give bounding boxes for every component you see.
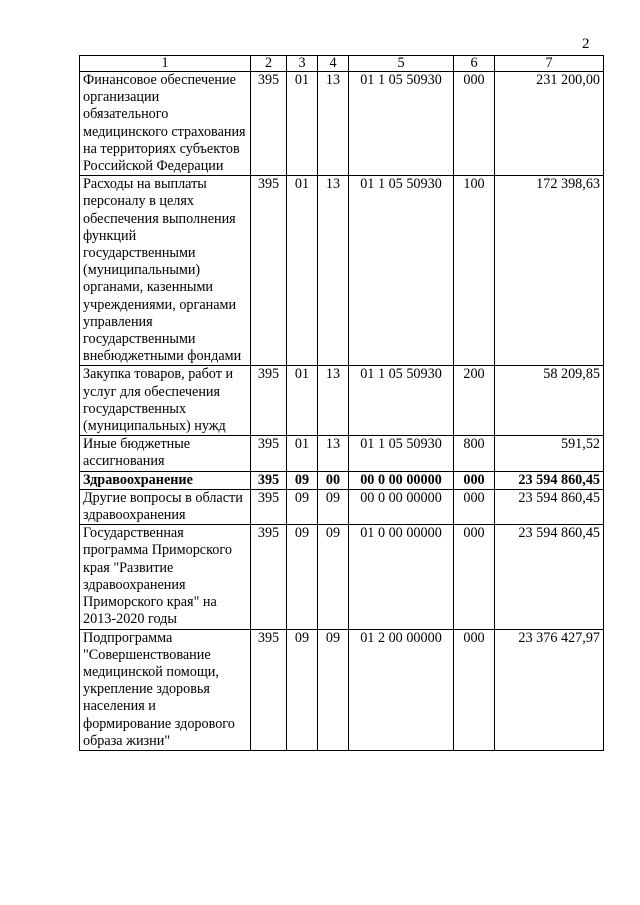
row-name: Финансовое обеспечение организации обязательного медицинского страхования на территориях субъектов Российской Федерации [80, 72, 251, 176]
header-cell-4: 4 [318, 56, 349, 72]
row-sum: 23 594 860,45 [495, 489, 604, 524]
row-name: Иные бюджетные ассигнования [80, 436, 251, 471]
row-sum: 172 398,63 [495, 176, 604, 366]
header-cell-6: 6 [454, 56, 495, 72]
row-sum: 231 200,00 [495, 72, 604, 176]
row-code-3: 09 [287, 629, 318, 750]
page-number: 2 [582, 36, 590, 52]
row-code-2: 395 [251, 176, 287, 366]
row-code-2: 395 [251, 366, 287, 436]
table-row-section-total [80, 471, 604, 489]
header-cell-5: 5 [349, 56, 454, 72]
row-code-6: 000 [454, 471, 495, 489]
row-name: Подпрограмма "Совершенствование медицинской помощи, укрепление здоровья населения и формирование здорового образа жизни" [80, 629, 251, 750]
budget-table [79, 55, 604, 751]
row-code-4: 09 [318, 489, 349, 524]
row-code-4: 13 [318, 436, 349, 471]
header-row [80, 56, 604, 72]
row-code-5: 01 2 00 00000 [349, 629, 454, 750]
table-row [80, 525, 604, 629]
row-name: Государственная программа Приморского края "Развитие здравоохранения Приморского края" на 2013-2020 годы [80, 525, 251, 629]
row-code-4: 13 [318, 72, 349, 176]
row-code-4: 00 [318, 471, 349, 489]
row-code-6: 100 [454, 176, 495, 366]
row-code-5: 01 1 05 50930 [349, 366, 454, 436]
row-code-2: 395 [251, 471, 287, 489]
row-code-2: 395 [251, 489, 287, 524]
row-code-4: 09 [318, 525, 349, 629]
row-name: Расходы на выплаты персоналу в целях обеспечения выполнения функций государственными (муниципальными) органами, казенными учреждениями, органами управления государственными внебюджетными фондами [80, 176, 251, 366]
row-name: Другие вопросы в области здравоохранения [80, 489, 251, 524]
row-code-4: 13 [318, 366, 349, 436]
row-code-3: 09 [287, 471, 318, 489]
row-sum: 23 376 427,97 [495, 629, 604, 750]
row-code-4: 09 [318, 629, 349, 750]
row-sum: 23 594 860,45 [495, 525, 604, 629]
row-code-5: 00 0 00 00000 [349, 489, 454, 524]
table-row [80, 72, 604, 176]
table-row [80, 489, 604, 524]
row-code-5: 01 1 05 50930 [349, 436, 454, 471]
row-code-6: 000 [454, 72, 495, 176]
table-row [80, 176, 604, 366]
header-cell-1: 1 [80, 56, 251, 72]
row-code-2: 395 [251, 436, 287, 471]
row-code-3: 01 [287, 436, 318, 471]
row-name: Закупка товаров, работ и услуг для обеспечения государственных (муниципальных) нужд [80, 366, 251, 436]
row-code-6: 200 [454, 366, 495, 436]
row-sum: 23 594 860,45 [495, 471, 604, 489]
row-code-3: 01 [287, 176, 318, 366]
row-code-6: 000 [454, 629, 495, 750]
row-code-2: 395 [251, 525, 287, 629]
row-code-5: 01 1 05 50930 [349, 176, 454, 366]
row-code-2: 395 [251, 629, 287, 750]
table-row [80, 629, 604, 750]
row-code-6: 000 [454, 525, 495, 629]
row-code-2: 395 [251, 72, 287, 176]
row-code-5: 00 0 00 00000 [349, 471, 454, 489]
row-code-3: 09 [287, 525, 318, 629]
header-cell-2: 2 [251, 56, 287, 72]
row-code-6: 800 [454, 436, 495, 471]
row-code-6: 000 [454, 489, 495, 524]
header-cell-3: 3 [287, 56, 318, 72]
row-sum: 58 209,85 [495, 366, 604, 436]
header-cell-7: 7 [495, 56, 604, 72]
row-code-3: 01 [287, 366, 318, 436]
row-name: Здравоохранение [80, 471, 251, 489]
row-code-3: 09 [287, 489, 318, 524]
row-code-5: 01 1 05 50930 [349, 72, 454, 176]
row-sum: 591,52 [495, 436, 604, 471]
row-code-5: 01 0 00 00000 [349, 525, 454, 629]
table-row [80, 366, 604, 436]
row-code-3: 01 [287, 72, 318, 176]
table-row [80, 436, 604, 471]
row-code-4: 13 [318, 176, 349, 366]
